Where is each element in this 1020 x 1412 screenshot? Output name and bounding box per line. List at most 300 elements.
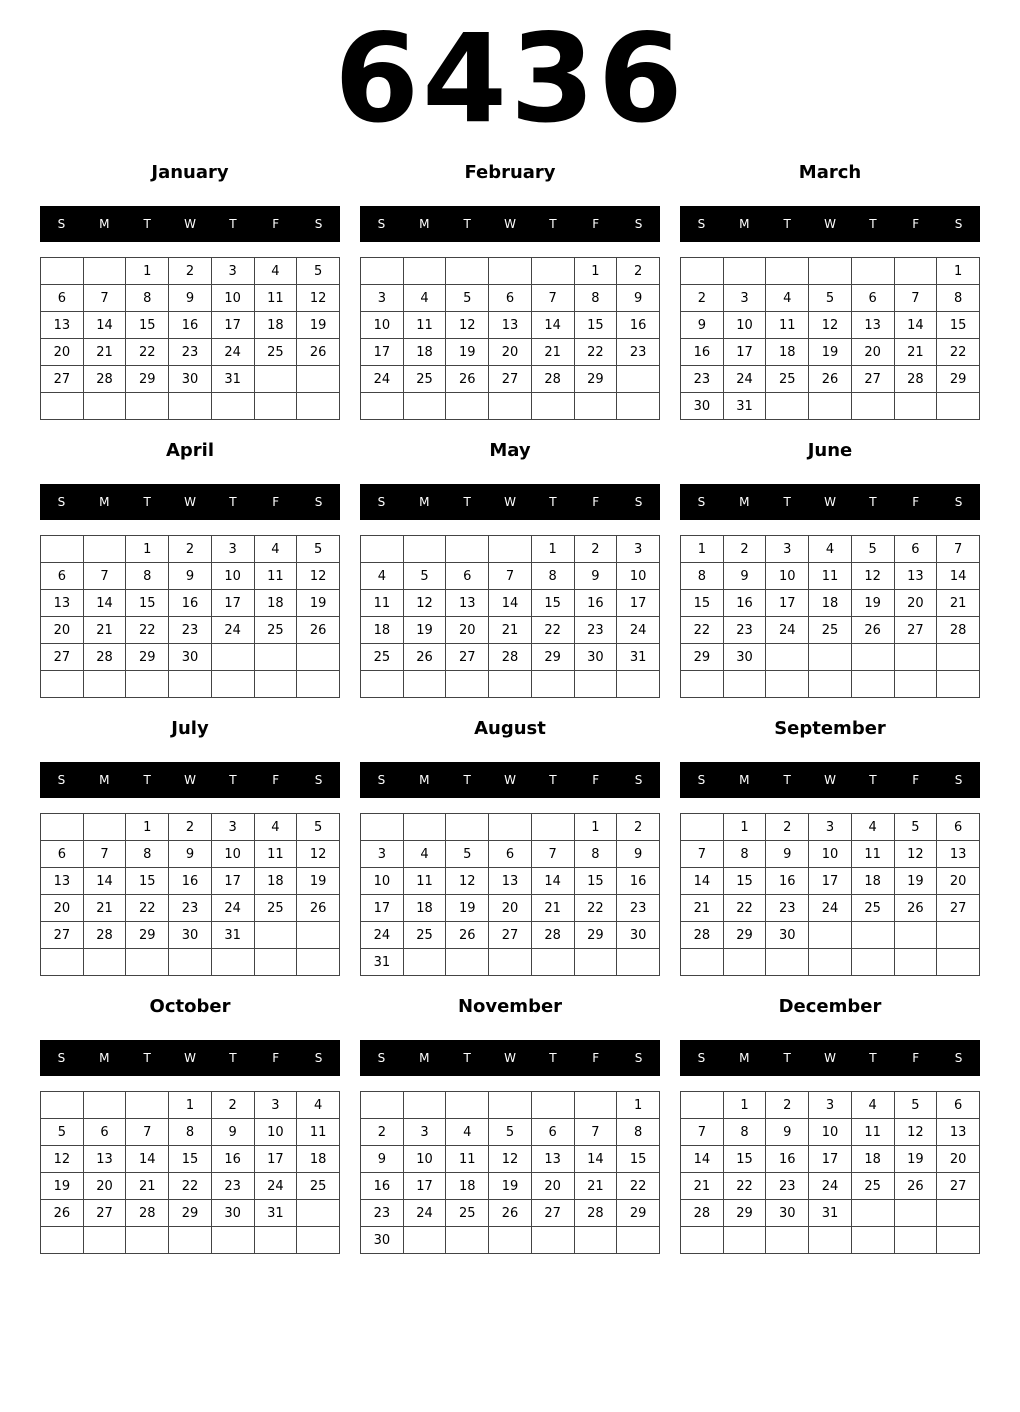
day-cell: 15 <box>126 312 169 339</box>
day-grid <box>360 257 660 420</box>
day-cell: 16 <box>723 590 766 617</box>
day-cell: 19 <box>403 617 446 644</box>
day-cell: 19 <box>297 312 340 339</box>
weekday-label: F <box>912 1051 920 1065</box>
day-cell: 3 <box>361 285 404 312</box>
day-cell: 20 <box>41 339 84 366</box>
empty-day-cell <box>446 536 489 563</box>
day-cell: 16 <box>169 868 212 895</box>
day-cell: 10 <box>617 563 660 590</box>
week-row <box>681 1119 980 1146</box>
month-name: July <box>171 718 209 739</box>
empty-day-cell <box>83 949 126 976</box>
empty-day-cell <box>766 949 809 976</box>
day-cell: 4 <box>809 536 852 563</box>
day-cell: 10 <box>211 285 254 312</box>
empty-day-cell <box>446 814 489 841</box>
week-row <box>41 895 340 922</box>
day-cell: 20 <box>489 895 532 922</box>
day-cell: 18 <box>851 1146 894 1173</box>
weekday-label: T <box>229 773 237 787</box>
day-cell: 22 <box>126 617 169 644</box>
day-cell: 5 <box>894 1092 937 1119</box>
empty-day-cell <box>403 1227 446 1254</box>
day-cell: 9 <box>723 563 766 590</box>
week-row <box>361 1146 660 1173</box>
empty-day-cell <box>489 814 532 841</box>
day-grid <box>40 535 340 698</box>
weekday-label: S <box>954 1051 963 1065</box>
day-cell: 20 <box>83 1173 126 1200</box>
day-cell: 26 <box>403 644 446 671</box>
day-cell: 3 <box>254 1092 297 1119</box>
day-cell: 2 <box>723 536 766 563</box>
day-cell: 29 <box>126 922 169 949</box>
day-cell: 12 <box>403 590 446 617</box>
day-cell: 6 <box>41 285 84 312</box>
day-cell: 29 <box>723 1200 766 1227</box>
day-cell: 3 <box>809 1092 852 1119</box>
weekday-label: T <box>783 495 791 509</box>
week-row <box>361 285 660 312</box>
empty-day-cell <box>297 393 340 420</box>
day-cell: 4 <box>766 285 809 312</box>
empty-day-cell <box>83 1092 126 1119</box>
month-name: October <box>149 996 231 1017</box>
day-cell: 18 <box>361 617 404 644</box>
weekday-label: S <box>314 217 323 231</box>
day-cell: 28 <box>83 644 126 671</box>
weekday-label: F <box>272 773 280 787</box>
day-cell: 28 <box>531 366 574 393</box>
week-row <box>361 617 660 644</box>
day-cell: 5 <box>489 1119 532 1146</box>
day-cell: 19 <box>489 1173 532 1200</box>
weekday-label: T <box>463 495 471 509</box>
day-cell: 20 <box>937 868 980 895</box>
weekday-label: T <box>783 1051 791 1065</box>
day-cell: 7 <box>531 285 574 312</box>
day-cell: 20 <box>851 339 894 366</box>
weekday-header <box>680 1040 980 1076</box>
empty-day-cell <box>894 644 937 671</box>
day-cell: 12 <box>297 285 340 312</box>
empty-day-cell <box>83 814 126 841</box>
day-cell: 8 <box>681 563 724 590</box>
day-cell: 14 <box>894 312 937 339</box>
day-cell: 3 <box>211 258 254 285</box>
day-cell: 3 <box>211 536 254 563</box>
day-cell: 6 <box>894 536 937 563</box>
day-cell: 1 <box>937 258 980 285</box>
weekday-label: S <box>377 1051 386 1065</box>
weekday-label: M <box>739 495 750 509</box>
day-grid <box>40 1091 340 1254</box>
day-cell: 8 <box>723 841 766 868</box>
empty-day-cell <box>617 366 660 393</box>
day-cell: 28 <box>894 366 937 393</box>
day-cell: 2 <box>361 1119 404 1146</box>
week-row <box>681 339 980 366</box>
day-cell: 14 <box>83 590 126 617</box>
day-cell: 2 <box>169 258 212 285</box>
weekday-label: W <box>504 495 516 509</box>
day-cell: 9 <box>766 1119 809 1146</box>
day-cell: 22 <box>126 339 169 366</box>
week-row <box>681 563 980 590</box>
empty-day-cell <box>254 393 297 420</box>
day-cell: 31 <box>361 949 404 976</box>
day-cell: 11 <box>446 1146 489 1173</box>
weekday-label: S <box>697 773 706 787</box>
day-cell: 5 <box>446 285 489 312</box>
empty-day-cell <box>937 1227 980 1254</box>
day-cell: 17 <box>361 895 404 922</box>
day-cell: 17 <box>617 590 660 617</box>
day-cell: 17 <box>723 339 766 366</box>
day-cell: 12 <box>851 563 894 590</box>
week-row <box>361 312 660 339</box>
weekday-label: S <box>377 773 386 787</box>
day-cell: 8 <box>169 1119 212 1146</box>
empty-day-cell <box>851 1227 894 1254</box>
day-cell: 1 <box>574 258 617 285</box>
empty-day-cell <box>681 814 724 841</box>
week-row <box>361 563 660 590</box>
empty-day-cell <box>937 922 980 949</box>
day-cell: 20 <box>41 895 84 922</box>
day-cell: 12 <box>894 841 937 868</box>
week-row <box>681 366 980 393</box>
empty-day-cell <box>403 1092 446 1119</box>
day-cell: 2 <box>169 814 212 841</box>
week-row <box>41 312 340 339</box>
week-row <box>361 814 660 841</box>
weekday-header <box>40 762 340 798</box>
day-cell: 9 <box>574 563 617 590</box>
weekday-header <box>360 1040 660 1076</box>
week-row <box>361 1119 660 1146</box>
day-cell: 16 <box>766 1146 809 1173</box>
day-cell: 27 <box>851 366 894 393</box>
weekday-label: T <box>549 1051 557 1065</box>
day-cell: 12 <box>894 1119 937 1146</box>
day-cell: 1 <box>126 258 169 285</box>
day-cell: 26 <box>41 1200 84 1227</box>
day-cell: 5 <box>297 814 340 841</box>
week-row <box>41 590 340 617</box>
day-cell: 6 <box>937 1092 980 1119</box>
day-cell: 21 <box>126 1173 169 1200</box>
weekday-label: S <box>57 1051 66 1065</box>
empty-day-cell <box>681 949 724 976</box>
weekday-label: M <box>99 495 110 509</box>
weekday-label: S <box>314 773 323 787</box>
weekday-header <box>40 1040 340 1076</box>
day-cell: 25 <box>254 617 297 644</box>
empty-day-cell <box>41 814 84 841</box>
day-cell: 30 <box>169 644 212 671</box>
week-row <box>361 841 660 868</box>
day-cell: 16 <box>574 590 617 617</box>
day-cell: 22 <box>937 339 980 366</box>
day-cell: 15 <box>617 1146 660 1173</box>
day-cell: 8 <box>126 285 169 312</box>
day-cell: 12 <box>297 841 340 868</box>
day-cell: 15 <box>574 868 617 895</box>
empty-day-cell <box>361 393 404 420</box>
day-cell: 1 <box>681 536 724 563</box>
day-cell: 20 <box>937 1146 980 1173</box>
day-cell: 12 <box>489 1146 532 1173</box>
day-cell: 20 <box>894 590 937 617</box>
day-cell: 27 <box>937 1173 980 1200</box>
weekday-label: T <box>549 217 557 231</box>
weekday-label: S <box>377 217 386 231</box>
weekday-label: M <box>99 217 110 231</box>
empty-day-cell <box>531 1227 574 1254</box>
day-cell: 2 <box>681 285 724 312</box>
month-name: February <box>464 162 556 183</box>
day-cell: 18 <box>254 312 297 339</box>
weekday-label: W <box>824 773 836 787</box>
empty-day-cell <box>297 366 340 393</box>
week-row <box>681 841 980 868</box>
day-cell: 2 <box>617 258 660 285</box>
day-cell: 5 <box>297 536 340 563</box>
day-cell: 25 <box>403 922 446 949</box>
empty-day-cell <box>41 258 84 285</box>
empty-day-cell <box>723 671 766 698</box>
day-cell: 30 <box>211 1200 254 1227</box>
day-cell: 30 <box>617 922 660 949</box>
day-cell: 13 <box>446 590 489 617</box>
day-cell: 9 <box>617 285 660 312</box>
day-cell: 18 <box>297 1146 340 1173</box>
day-cell: 16 <box>169 590 212 617</box>
week-row <box>361 258 660 285</box>
empty-day-cell <box>574 949 617 976</box>
week-row <box>41 339 340 366</box>
month-name: November <box>457 996 563 1017</box>
day-cell: 9 <box>169 841 212 868</box>
day-cell: 20 <box>446 617 489 644</box>
weekday-label: W <box>504 773 516 787</box>
week-row <box>41 258 340 285</box>
day-cell: 8 <box>574 285 617 312</box>
day-cell: 4 <box>851 1092 894 1119</box>
day-cell: 2 <box>617 814 660 841</box>
week-row <box>41 366 340 393</box>
weekday-label: F <box>592 773 600 787</box>
week-row <box>361 339 660 366</box>
day-cell: 15 <box>531 590 574 617</box>
day-cell: 4 <box>254 258 297 285</box>
weekday-label: S <box>634 495 643 509</box>
day-cell: 6 <box>446 563 489 590</box>
day-cell: 11 <box>851 1119 894 1146</box>
day-cell: 18 <box>403 339 446 366</box>
day-cell: 10 <box>361 312 404 339</box>
weekday-label: W <box>184 1051 196 1065</box>
day-cell: 2 <box>766 1092 809 1119</box>
day-cell: 1 <box>574 814 617 841</box>
weekday-label: F <box>912 495 920 509</box>
day-cell: 31 <box>211 366 254 393</box>
empty-day-cell <box>446 1092 489 1119</box>
day-cell: 24 <box>361 922 404 949</box>
day-cell: 22 <box>531 617 574 644</box>
day-cell: 7 <box>531 841 574 868</box>
week-row <box>681 285 980 312</box>
day-cell: 9 <box>169 285 212 312</box>
empty-day-cell <box>937 1200 980 1227</box>
day-cell: 11 <box>254 841 297 868</box>
day-cell: 9 <box>361 1146 404 1173</box>
weekday-header <box>680 762 980 798</box>
day-cell: 30 <box>681 393 724 420</box>
day-cell: 21 <box>681 1173 724 1200</box>
day-cell: 1 <box>126 814 169 841</box>
weekday-label: T <box>549 495 557 509</box>
day-cell: 29 <box>169 1200 212 1227</box>
empty-day-cell <box>681 671 724 698</box>
day-cell: 14 <box>489 590 532 617</box>
weekday-label: M <box>419 773 430 787</box>
week-row <box>681 617 980 644</box>
weekday-label: T <box>143 217 151 231</box>
day-cell: 18 <box>446 1173 489 1200</box>
day-cell: 28 <box>937 617 980 644</box>
day-cell: 6 <box>851 285 894 312</box>
week-row <box>41 536 340 563</box>
day-grid <box>360 813 660 976</box>
day-cell: 28 <box>126 1200 169 1227</box>
day-cell: 27 <box>894 617 937 644</box>
weekday-label: S <box>954 217 963 231</box>
weekday-label: T <box>869 1051 877 1065</box>
month-name: March <box>798 162 862 183</box>
empty-day-cell <box>809 671 852 698</box>
day-cell: 25 <box>254 895 297 922</box>
empty-day-cell <box>403 949 446 976</box>
weekday-label: W <box>824 217 836 231</box>
weekday-header <box>680 484 980 520</box>
day-cell: 8 <box>574 841 617 868</box>
day-cell: 8 <box>531 563 574 590</box>
day-grid <box>680 257 980 420</box>
weekday-label: T <box>229 217 237 231</box>
day-cell: 27 <box>83 1200 126 1227</box>
weekday-label: T <box>783 773 791 787</box>
day-cell: 17 <box>361 339 404 366</box>
day-cell: 11 <box>403 312 446 339</box>
day-cell: 31 <box>723 393 766 420</box>
day-cell: 26 <box>894 1173 937 1200</box>
week-row <box>361 1092 660 1119</box>
day-cell: 8 <box>937 285 980 312</box>
weekday-label: S <box>57 495 66 509</box>
day-cell: 19 <box>809 339 852 366</box>
empty-day-cell <box>531 258 574 285</box>
weekday-label: F <box>592 217 600 231</box>
empty-day-cell <box>851 1200 894 1227</box>
day-cell: 14 <box>83 868 126 895</box>
weekday-label: S <box>314 1051 323 1065</box>
empty-day-cell <box>403 671 446 698</box>
empty-day-cell <box>169 1227 212 1254</box>
week-row <box>41 285 340 312</box>
day-cell: 11 <box>766 312 809 339</box>
day-cell: 18 <box>403 895 446 922</box>
day-cell: 28 <box>531 922 574 949</box>
empty-day-cell <box>531 1092 574 1119</box>
day-cell: 17 <box>211 312 254 339</box>
day-cell: 1 <box>723 1092 766 1119</box>
empty-day-cell <box>617 671 660 698</box>
weekday-header <box>360 206 660 242</box>
day-cell: 23 <box>574 617 617 644</box>
day-cell: 22 <box>723 895 766 922</box>
empty-day-cell <box>41 949 84 976</box>
day-cell: 3 <box>766 536 809 563</box>
empty-day-cell <box>211 644 254 671</box>
weekday-label: S <box>634 217 643 231</box>
week-row <box>361 1227 660 1254</box>
empty-day-cell <box>361 1092 404 1119</box>
empty-day-cell <box>531 814 574 841</box>
day-cell: 7 <box>83 841 126 868</box>
empty-day-cell <box>169 671 212 698</box>
empty-day-cell <box>41 393 84 420</box>
day-cell: 3 <box>211 814 254 841</box>
weekday-label: T <box>783 217 791 231</box>
day-cell: 23 <box>723 617 766 644</box>
day-cell: 10 <box>723 312 766 339</box>
day-cell: 8 <box>126 841 169 868</box>
weekday-label: T <box>143 773 151 787</box>
day-cell: 24 <box>403 1200 446 1227</box>
day-cell: 7 <box>83 563 126 590</box>
day-cell: 27 <box>531 1200 574 1227</box>
empty-day-cell <box>489 671 532 698</box>
day-cell: 17 <box>766 590 809 617</box>
day-cell: 3 <box>361 841 404 868</box>
day-cell: 11 <box>297 1119 340 1146</box>
day-cell: 20 <box>531 1173 574 1200</box>
week-row <box>361 644 660 671</box>
empty-day-cell <box>894 258 937 285</box>
empty-day-cell <box>83 258 126 285</box>
day-cell: 6 <box>531 1119 574 1146</box>
week-row <box>41 1200 340 1227</box>
day-cell: 3 <box>617 536 660 563</box>
day-cell: 13 <box>41 312 84 339</box>
day-cell: 19 <box>851 590 894 617</box>
week-row <box>41 393 340 420</box>
day-cell: 20 <box>489 339 532 366</box>
day-cell: 14 <box>574 1146 617 1173</box>
weekday-label: T <box>549 773 557 787</box>
day-cell: 10 <box>254 1119 297 1146</box>
month-name: December <box>778 996 882 1017</box>
empty-day-cell <box>83 1227 126 1254</box>
day-cell: 23 <box>766 1173 809 1200</box>
empty-day-cell <box>894 1227 937 1254</box>
day-cell: 18 <box>809 590 852 617</box>
empty-day-cell <box>851 258 894 285</box>
empty-day-cell <box>723 949 766 976</box>
